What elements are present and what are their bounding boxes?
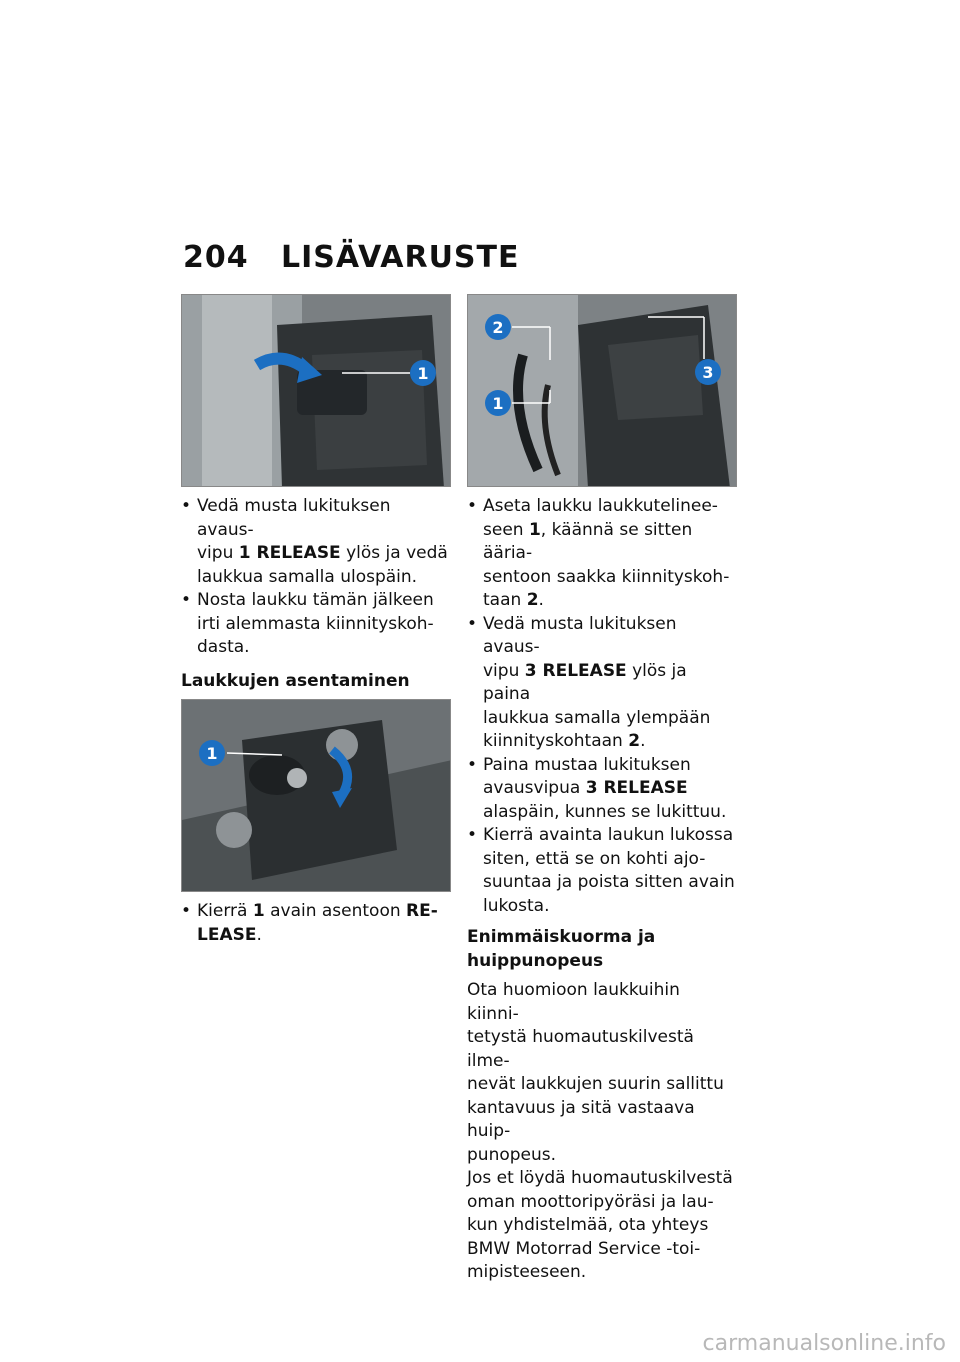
page-header xyxy=(183,240,520,280)
section-heading: Laukkujen asentaminen xyxy=(181,670,410,691)
list-item: • Vedä musta lukituksen avaus- vipu 3 RELEASE ylös ja paina laukkua samalla ylempään kiinnityskohtaan 2. xyxy=(467,613,737,754)
figure-key-lock xyxy=(181,699,451,892)
left-column xyxy=(181,294,451,947)
page-number: 204 xyxy=(183,240,249,275)
removal-steps xyxy=(181,495,451,660)
mounting-steps xyxy=(467,495,737,918)
svg-text:3: 3 xyxy=(702,363,714,382)
list-item: • Paina mustaa lukituksen avausvipua 3 RELEASE alaspäin, kunnes se lukittuu. xyxy=(467,754,737,825)
paragraph-load: Ota huomioon laukkuihin kiinni- tetystä huomautuskilvestä ilme- nevät laukkujen suurin sallittu kantavuus ja sitä vastaava huip- punopeus. xyxy=(467,980,724,1165)
page-title: LISÄVARUSTE xyxy=(281,240,520,275)
list-item: • Kierrä avainta laukun lukossa siten, että se on kohti ajo- suuntaa ja poista sitten avain lukosta. xyxy=(467,824,737,918)
pannier-mount-illustration xyxy=(468,295,737,487)
pannier-release-illustration xyxy=(182,295,451,487)
list-item: • Vedä musta lukituksen avaus- vipu 1 RELEASE ylös ja vedä laukkua samalla ulospäin. xyxy=(181,495,451,589)
section-heading: Enimmäiskuorma ja huippunopeus xyxy=(467,927,656,971)
svg-text:2: 2 xyxy=(492,318,504,337)
svg-text:1: 1 xyxy=(492,394,504,413)
key-lock-illustration xyxy=(182,700,451,892)
list-item: • Aseta laukku laukkutelinee- seen 1, käännä se sitten ääria- sentoon saakka kiinnityskoh- taan 2. xyxy=(467,495,737,613)
figure-pannier-mount xyxy=(467,294,737,487)
watermark[interactable]: carmanualsonline.info xyxy=(702,1331,946,1356)
list-item: • Kierrä 1 avain asentoon RE- LEASE. xyxy=(181,900,451,947)
svg-text:1: 1 xyxy=(417,364,429,383)
key-step xyxy=(181,900,451,947)
figure-pannier-release xyxy=(181,294,451,487)
paragraph-service: Jos et löydä huomautuskilvestä oman moottoripyöräsi ja lau- kun yhdistelmää, ota yhteys BMW Motorrad Service -toi- mipisteeseen. xyxy=(467,1168,733,1282)
list-item: • Nosta laukku tämän jälkeen irti alemmasta kiinnityskoh- dasta. xyxy=(181,589,451,660)
svg-text:1: 1 xyxy=(206,744,218,763)
right-column xyxy=(467,294,737,1285)
